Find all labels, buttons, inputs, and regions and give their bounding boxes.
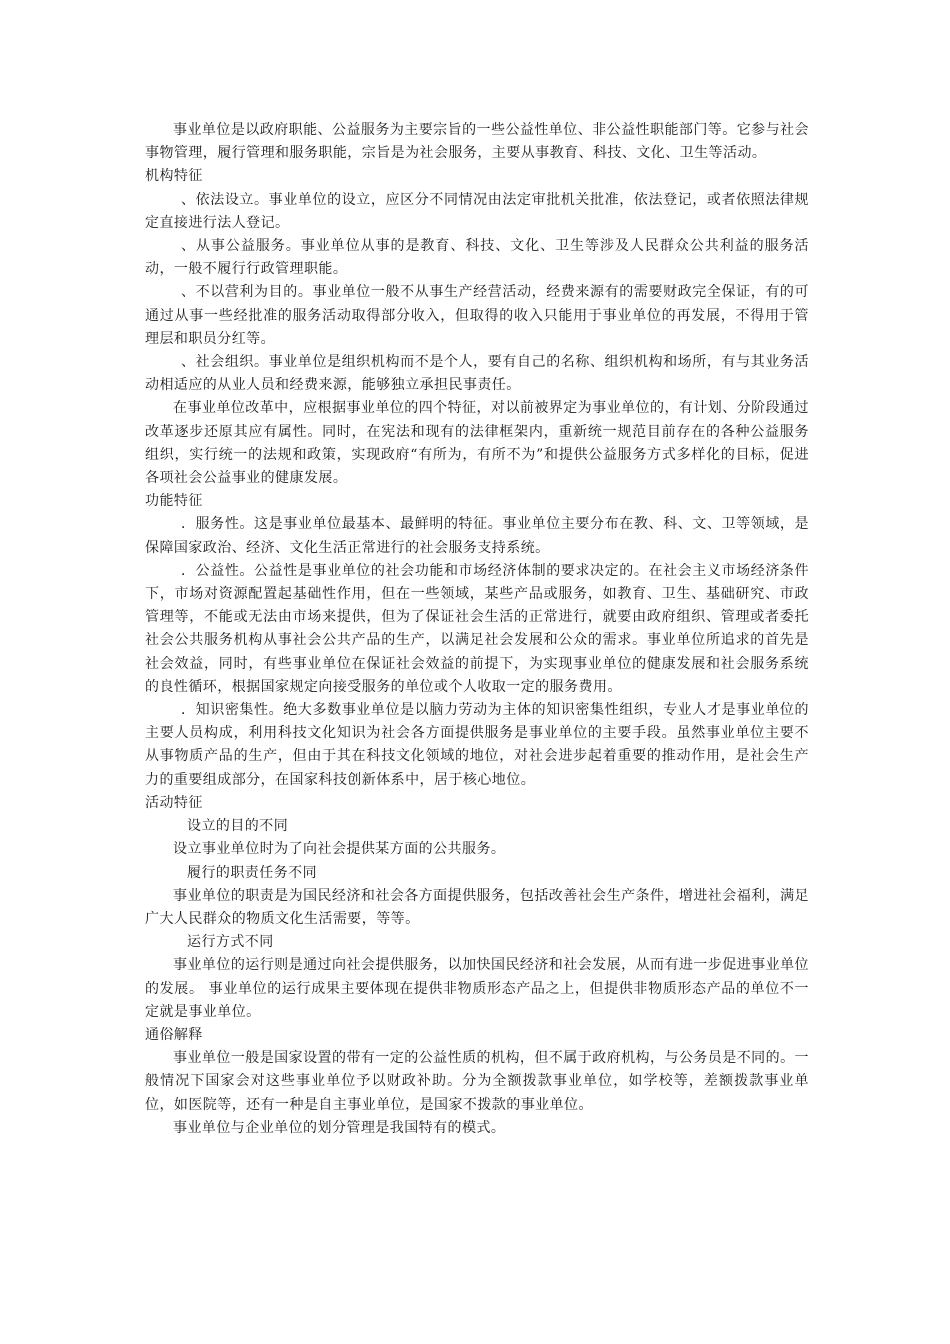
paragraph: ．公益性。公益性是事业单位的社会功能和市场经济体制的要求决定的。在社会主义市场经济条件下，市场对资源配置起基础性作用，但在一些领域，某些产品或服务，如教育、卫生、基础研究、市政管理等，不能或无法由市场来提供，但为了保证社会生活的正常进行，就要由政府组织、管理或者委托社会公共服务机构从事社会公共产品的生产，以满足社会发展和公众的需求。事业单位所追求的首先是社会效益，同时，有些事业单位在保证社会效益的前提下，为实现事业单位的健康发展和社会服务系统的良性循环，根据国家规定向接受服务的单位或个人收取一定的服务费用。 [145, 562, 809, 695]
paragraph: 设立事业单位时为了向社会提供某方面的公共服务。 [173, 841, 506, 858]
document-body [145, 119, 809, 1140]
paragraph: 事业单位的职责是为国民经济和社会各方面提供服务，包括改善社会生产条件，增进社会福利，满足广大人民群众的物质文化生活需要，等等。 [145, 887, 809, 927]
paragraph: ．知识密集性。绝大多数事业单位是以脑力劳动为主体的知识密集性组织，专业人才是事业单位的主要人员构成，利用科技文化知识为社会各方面提供服务是事业单位的主要手段。虽然事业单位主要不从事物质产品的生产，但由于其在科技文化领域的地位，对社会进步起着重要的推动作用，是社会生产力的重要组成部分，在国家科技创新体系中，居于核心地位。 [145, 702, 809, 788]
section-heading-activity: 活动特征 [145, 794, 203, 811]
subheading: 履行的职责任务不同 [187, 864, 318, 881]
paragraph: 事业单位的运行则是通过向社会提供服务，以加快国民经济和社会发展，从而有进一步促进事业单位的发展。 事业单位的运行成果主要体现在提供非物质形态产品之上，但提供非物质形态产品的单位不一定就是事业单位。 [145, 957, 809, 1020]
paragraph: 、社会组织。事业单位是组织机构而不是个人，要有自己的名称、组织机构和场所，有与其业务活动相适应的从业人员和经费来源，能够独立承担民事责任。 [145, 354, 809, 394]
paragraph: 事业单位一般是国家设置的带有一定的公益性质的机构，但不属于政府机构，与公务员是不同的。一般情况下国家会对这些事业单位予以财政补助。分为全额拨款事业单位，如学校等，差额拨款事业单位，如医院等，还有一种是自主事业单位，是国家不拨款的事业单位。 [145, 1050, 809, 1113]
paragraph: 、依法设立。事业单位的设立，应区分不同情况由法定审批机关批准，依法登记，或者依照法律规定直接进行法人登记。 [145, 191, 809, 231]
section-heading-institution: 机构特征 [145, 168, 203, 185]
paragraph: 在事业单位改革中，应根据事业单位的四个特征，对以前被界定为事业单位的，有计划、分阶段通过改革逐步还原其应有属性。同时，在宪法和现有的法律框架内，重新统一规范目前存在的各种公益服务组织，实行统一的法规和政策，实现政府“有所为，有所不为”和提供公益服务方式多样化的目标，促进各项社会公益事业的健康发展。 [145, 400, 809, 487]
subheading: 运行方式不同 [187, 934, 274, 951]
intro-paragraph: 事业单位是以政府职能、公益服务为主要宗旨的一些公益性单位、非公益性职能部门等。它参与社会事物管理，履行管理和服务职能，宗旨是为社会服务，主要从事教育、科技、文化、卫生等活动。 [145, 122, 809, 162]
section-heading-explanation: 通俗解释 [145, 1026, 203, 1043]
paragraph: 、从事公益服务。事业单位从事的是教育、科技、文化、卫生等涉及人民群众公共利益的服务活动，一般不履行行政管理职能。 [145, 238, 809, 278]
paragraph: 、不以营利为目的。事业单位一般不从事生产经营活动，经费来源有的需要财政完全保证，有的可通过从事一些经批准的服务活动取得部分收入，但取得的收入只能用于事业单位的再发展，不得用于管理层和职员分红等。 [145, 284, 809, 347]
paragraph: 事业单位与企业单位的划分管理是我国特有的模式。 [173, 1119, 506, 1136]
subheading: 设立的目的不同 [187, 818, 289, 835]
paragraph: ．服务性。这是事业单位最基本、最鲜明的特征。事业单位主要分布在教、科、文、卫等领域，是保障国家政治、经济、文化生活正常进行的社会服务支持系统。 [145, 516, 809, 556]
section-heading-function: 功能特征 [145, 493, 203, 510]
